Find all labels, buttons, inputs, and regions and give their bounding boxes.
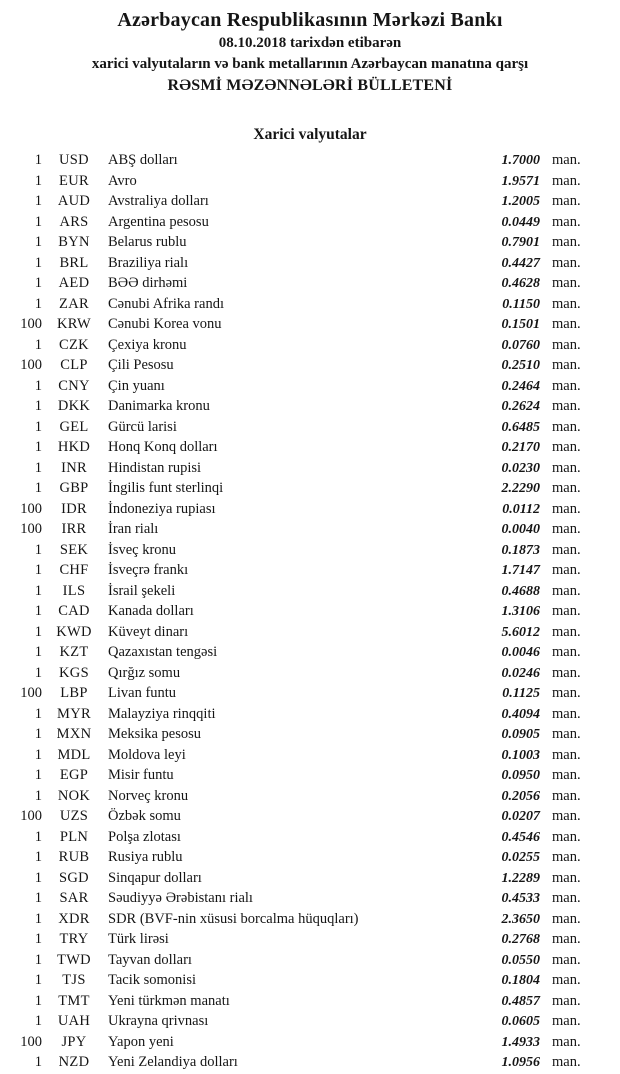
currency-code: BRL [59, 254, 89, 271]
currency-code: IRR [61, 521, 87, 537]
currency-code: USD [59, 152, 89, 168]
currency-code: TWD [57, 951, 91, 968]
rate-value: 0.0449 [501, 214, 540, 230]
currency-name: SDR (BVF-nin xüsusi borcalma hüquqları) [108, 910, 359, 927]
rate-quantity: 1 [34, 746, 42, 763]
rate-row [0, 991, 620, 1012]
rate-quantity: 1 [34, 152, 42, 168]
rate-quantity: 100 [20, 357, 42, 373]
rate-row [0, 929, 620, 950]
section-title-foreign-currencies: Xarici valyutalar [253, 126, 367, 143]
unit-label: man. [552, 172, 581, 189]
currency-code: SAR [59, 890, 89, 906]
rate-value: 0.1125 [502, 686, 540, 701]
rate-quantity: 1 [34, 664, 42, 681]
rate-value: 1.4933 [501, 1034, 540, 1050]
rate-row [0, 273, 620, 294]
currency-name: Honq Konq dolları [108, 439, 218, 455]
rate-quantity: 1 [34, 828, 42, 845]
unit-label: man. [552, 1013, 581, 1029]
rate-row [0, 724, 620, 745]
currency-code: PLN [59, 828, 89, 845]
unit-label: man. [552, 644, 581, 660]
unit-label: man. [552, 193, 581, 209]
unit-label: man. [552, 418, 581, 435]
rate-row [0, 970, 620, 991]
currency-name: Səudiyyə Ərəbistanı rialı [108, 890, 253, 906]
currency-code: TMT [58, 992, 90, 1009]
currency-code: MYR [57, 705, 91, 722]
currency-code: ILS [62, 582, 86, 599]
currency-code: BYN [58, 234, 90, 250]
unit-label: man. [552, 603, 581, 619]
rate-row [0, 806, 620, 827]
rate-value: 1.0956 [501, 1055, 540, 1070]
currency-code: INR [61, 459, 87, 476]
currency-name: Yeni türkmən manatı [108, 992, 230, 1009]
unit-label: man. [552, 480, 581, 496]
rate-value: 0.4094 [501, 706, 540, 722]
rate-quantity: 100 [20, 521, 42, 537]
currency-name: Argentina pesosu [108, 213, 209, 230]
rate-quantity: 1 [34, 910, 42, 927]
rate-row [0, 663, 620, 684]
currency-name: Norveç kronu [108, 787, 189, 804]
rate-quantity: 1 [34, 1013, 42, 1029]
unit-label: man. [552, 972, 581, 988]
rate-quantity: 1 [34, 849, 42, 865]
rate-quantity: 1 [34, 480, 42, 496]
rate-row [0, 376, 620, 397]
currency-name: Qazaxıstan tengəsi [108, 644, 218, 660]
unit-label: man. [552, 377, 581, 394]
rate-row [0, 314, 620, 335]
currency-name: Çin yuanı [108, 377, 165, 394]
rate-value: 0.0255 [501, 850, 540, 865]
rate-value: 0.4857 [501, 993, 540, 1009]
rate-value: 0.0760 [501, 337, 540, 353]
rate-value: 0.1804 [501, 973, 540, 988]
unit-label: man. [552, 357, 581, 373]
rate-row [0, 909, 620, 930]
rate-value: 0.0905 [501, 727, 540, 742]
currency-name: İsrail şekeli [108, 582, 176, 599]
rate-value: 0.0230 [501, 460, 540, 476]
rate-quantity: 1 [34, 931, 42, 947]
rate-value: 0.0950 [501, 768, 540, 783]
rate-row [0, 478, 620, 499]
unit-label: man. [552, 254, 581, 271]
rate-row [0, 888, 620, 909]
currency-name: Türk lirəsi [108, 931, 169, 947]
currency-name: Moldova leyi [108, 746, 186, 763]
unit-label: man. [552, 890, 581, 906]
rate-row [0, 253, 620, 274]
currency-code: SGD [59, 869, 89, 886]
rate-row [0, 601, 620, 622]
rate-value: 0.6485 [501, 419, 540, 435]
currency-code: HKD [57, 439, 91, 455]
rate-value: 0.2624 [501, 399, 540, 414]
currency-name: Tacik somonisi [108, 972, 196, 988]
currency-name: Özbək somu [108, 808, 181, 824]
currency-code: KRW [57, 316, 91, 332]
rate-value: 0.2768 [501, 932, 540, 947]
rate-value: 1.2005 [501, 194, 540, 209]
currency-name: Misir funtu [108, 767, 174, 783]
rate-row [0, 212, 620, 233]
rate-value: 0.0207 [501, 809, 540, 824]
currency-name: BƏƏ dirhəmi [108, 275, 188, 291]
rate-quantity: 100 [20, 316, 42, 332]
currency-code: EGP [59, 767, 89, 783]
rate-quantity: 1 [34, 172, 42, 189]
currency-code: CAD [58, 603, 90, 619]
currency-name: Braziliya rialı [108, 254, 189, 271]
rate-row [0, 622, 620, 643]
currency-code: AED [58, 275, 90, 291]
currency-name: ABŞ dolları [108, 152, 178, 168]
rate-quantity: 1 [34, 398, 42, 414]
currency-code: LBP [60, 685, 88, 701]
currency-code: RUB [58, 849, 90, 865]
unit-label: man. [552, 213, 581, 230]
rate-value: 0.2170 [501, 440, 540, 455]
rate-row [0, 540, 620, 561]
unit-label: man. [552, 746, 581, 763]
rate-quantity: 1 [34, 972, 42, 988]
rate-value: 0.0246 [501, 665, 540, 681]
rate-row [0, 458, 620, 479]
currency-code: EUR [59, 172, 89, 189]
rate-quantity: 1 [34, 336, 42, 353]
currency-name: Tayvan dolları [108, 951, 192, 968]
currency-name: Malayziya rinqqiti [108, 705, 216, 722]
unit-label: man. [552, 295, 581, 312]
currency-name: İndoneziya rupiası [108, 500, 216, 517]
rate-row [0, 642, 620, 663]
rate-quantity: 1 [34, 644, 42, 660]
rate-row [0, 499, 620, 520]
currency-code: JPY [61, 1033, 87, 1050]
currency-code: NOK [57, 787, 91, 804]
rate-row [0, 847, 620, 868]
rate-quantity: 1 [34, 541, 42, 558]
rate-row [0, 1011, 620, 1032]
unit-label: man. [552, 808, 581, 824]
unit-label: man. [552, 951, 581, 968]
currency-name: Sinqapur dolları [108, 869, 202, 886]
rate-row [0, 765, 620, 786]
unit-label: man. [552, 767, 581, 783]
rate-quantity: 1 [34, 1054, 42, 1070]
currency-code: MDL [57, 746, 91, 763]
currency-code: DKK [57, 398, 91, 414]
currency-code: CZK [59, 336, 89, 353]
rate-quantity: 100 [20, 808, 42, 824]
currency-name: Qırğız somu [108, 664, 181, 681]
unit-label: man. [552, 459, 581, 476]
rate-quantity: 100 [20, 1033, 42, 1050]
currency-name: Rusiya rublu [108, 849, 183, 865]
rate-quantity: 1 [34, 193, 42, 209]
unit-label: man. [552, 275, 581, 291]
rate-value: 0.0112 [502, 501, 540, 517]
currency-code: CLP [60, 357, 88, 373]
currency-name: İsveçrə frankı [108, 562, 189, 578]
currency-code: TJS [62, 972, 86, 988]
rate-quantity: 1 [34, 562, 42, 578]
currency-name: Çili Pesosu [108, 357, 174, 373]
rate-quantity: 100 [20, 685, 42, 701]
rate-row [0, 191, 620, 212]
rate-row [0, 745, 620, 766]
rate-row [0, 868, 620, 889]
currency-name: Cənubi Afrika randı [108, 295, 224, 312]
effective-date-line: 08.10.2018 tarixdən etibarən [218, 35, 402, 51]
rates-table [0, 150, 620, 1073]
rate-value: 1.2289 [501, 870, 540, 886]
rate-quantity: 1 [34, 234, 42, 250]
rate-row [0, 827, 620, 848]
rate-quantity: 1 [34, 869, 42, 886]
rate-value: 0.1003 [501, 747, 540, 763]
rate-row [0, 417, 620, 438]
currency-code: XDR [58, 910, 90, 927]
rate-value: 0.4427 [501, 255, 540, 271]
currency-name: Belarus rublu [108, 234, 187, 250]
currency-code: ARS [59, 213, 89, 230]
currency-name: Küveyt dinarı [108, 623, 189, 640]
rate-row [0, 560, 620, 581]
rate-row [0, 1032, 620, 1053]
unit-label: man. [552, 521, 581, 537]
rate-value: 1.9571 [501, 173, 540, 189]
unit-label: man. [552, 582, 581, 599]
rate-row [0, 1052, 620, 1073]
rate-quantity: 1 [34, 787, 42, 804]
rate-row [0, 437, 620, 458]
unit-label: man. [552, 787, 581, 804]
rate-value: 0.2464 [501, 378, 540, 394]
unit-label: man. [552, 685, 581, 701]
rate-row [0, 581, 620, 602]
currency-name: Kanada dolları [108, 603, 194, 619]
rate-value: 0.2056 [501, 788, 540, 804]
rate-quantity: 1 [34, 582, 42, 599]
currency-name: Meksika pesosu [108, 726, 202, 742]
unit-label: man. [552, 869, 581, 886]
currency-code: TRY [59, 931, 89, 947]
rate-quantity: 1 [34, 623, 42, 640]
currency-code: UZS [59, 808, 89, 824]
rate-quantity: 1 [34, 377, 42, 394]
rate-quantity: 1 [34, 951, 42, 968]
rate-value: 0.0040 [501, 522, 540, 537]
unit-label: man. [552, 562, 581, 578]
unit-label: man. [552, 664, 581, 681]
rate-value: 2.2290 [501, 481, 540, 496]
rate-row [0, 232, 620, 253]
currency-code: KWD [56, 623, 92, 640]
currency-name: İsveç kronu [108, 541, 177, 558]
rate-value: 1.7147 [501, 563, 540, 578]
bank-title: Azərbaycan Respublikasının Mərkəzi Bankı [117, 9, 503, 31]
currency-name: Yeni Zelandiya dolları [108, 1054, 238, 1070]
rate-value: 1.3106 [501, 604, 540, 619]
rate-value: 0.2510 [501, 358, 540, 373]
rate-value: 0.1501 [501, 317, 540, 332]
currency-name: Avstraliya dolları [108, 193, 209, 209]
unit-label: man. [552, 623, 581, 640]
currency-code: ZAR [59, 295, 89, 312]
currency-name: Hindistan rupisi [108, 459, 202, 476]
rate-quantity: 1 [34, 767, 42, 783]
currency-name: Danimarka kronu [108, 398, 210, 414]
rate-row [0, 171, 620, 192]
rate-row [0, 294, 620, 315]
rate-row [0, 704, 620, 725]
rate-quantity: 1 [34, 295, 42, 312]
unit-label: man. [552, 705, 581, 722]
rate-row [0, 335, 620, 356]
rate-quantity: 1 [34, 705, 42, 722]
rate-value: 0.4533 [501, 891, 540, 906]
rate-quantity: 1 [34, 890, 42, 906]
unit-label: man. [552, 931, 581, 947]
rate-quantity: 1 [34, 992, 42, 1009]
rate-value: 0.0605 [501, 1014, 540, 1029]
rate-value: 0.4628 [501, 276, 540, 291]
unit-label: man. [552, 500, 581, 517]
currency-code: KGS [59, 664, 89, 681]
currency-name: Çexiya kronu [108, 336, 187, 353]
rate-quantity: 1 [34, 603, 42, 619]
unit-label: man. [552, 439, 581, 455]
unit-label: man. [552, 910, 581, 927]
unit-label: man. [552, 992, 581, 1009]
currency-name: İngilis funt sterlinqi [108, 480, 224, 496]
currency-name: Gürcü larisi [108, 418, 177, 435]
currency-code: CHF [59, 562, 89, 578]
rate-value: 0.4688 [501, 583, 540, 599]
rate-value: 1.7000 [501, 153, 540, 168]
rate-value: 0.1150 [502, 296, 540, 312]
rate-row [0, 150, 620, 171]
rate-quantity: 1 [34, 418, 42, 435]
rate-quantity: 100 [20, 500, 42, 517]
rate-quantity: 1 [34, 254, 42, 271]
unit-label: man. [552, 828, 581, 845]
unit-label: man. [552, 336, 581, 353]
rate-row [0, 396, 620, 417]
currency-code: GBP [59, 480, 89, 496]
rate-quantity: 1 [34, 275, 42, 291]
unit-label: man. [552, 398, 581, 414]
rate-value: 5.6012 [501, 624, 540, 640]
rate-value: 0.7901 [501, 235, 540, 250]
currency-name: Yapon yeni [108, 1033, 174, 1050]
currency-code: GEL [59, 418, 89, 435]
rate-value: 2.3650 [501, 911, 540, 927]
currency-code: NZD [58, 1054, 90, 1070]
unit-label: man. [552, 152, 581, 168]
unit-label: man. [552, 234, 581, 250]
rate-row [0, 519, 620, 540]
currency-code: KZT [59, 644, 89, 660]
currency-code: AUD [57, 193, 91, 209]
currency-code: IDR [61, 500, 87, 517]
rate-row [0, 355, 620, 376]
currency-name: Avro [108, 172, 137, 189]
unit-label: man. [552, 1033, 581, 1050]
currency-code: MXN [56, 726, 92, 742]
rate-quantity: 1 [34, 439, 42, 455]
unit-label: man. [552, 316, 581, 332]
rate-row [0, 786, 620, 807]
rate-value: 0.1873 [501, 542, 540, 558]
currency-name: Ukrayna qrivnası [108, 1013, 209, 1029]
bulletin-title: RƏSMİ MƏZƏNNƏLƏRİ BÜLLETENİ [167, 77, 453, 94]
currency-name: Livan funtu [108, 685, 177, 701]
unit-label: man. [552, 849, 581, 865]
rate-value: 0.0046 [501, 645, 540, 660]
currency-code: SEK [59, 541, 89, 558]
currency-code: CNY [58, 377, 90, 394]
rate-value: 0.0550 [501, 952, 540, 968]
subject-line: xarici valyutaların və bank metallarının Azərbaycan manatına qarşı [91, 56, 529, 72]
rate-quantity: 1 [34, 459, 42, 476]
currency-name: İran rialı [108, 521, 159, 537]
currency-name: Polşa zlotası [108, 828, 181, 845]
unit-label: man. [552, 1054, 581, 1070]
rate-value: 0.4546 [501, 829, 540, 845]
unit-label: man. [552, 726, 581, 742]
unit-label: man. [552, 541, 581, 558]
rate-quantity: 1 [34, 213, 42, 230]
rate-quantity: 1 [34, 726, 42, 742]
currency-code: UAH [57, 1013, 91, 1029]
currency-name: Cənubi Korea vonu [108, 316, 222, 332]
rate-row [0, 950, 620, 971]
rate-row [0, 683, 620, 704]
